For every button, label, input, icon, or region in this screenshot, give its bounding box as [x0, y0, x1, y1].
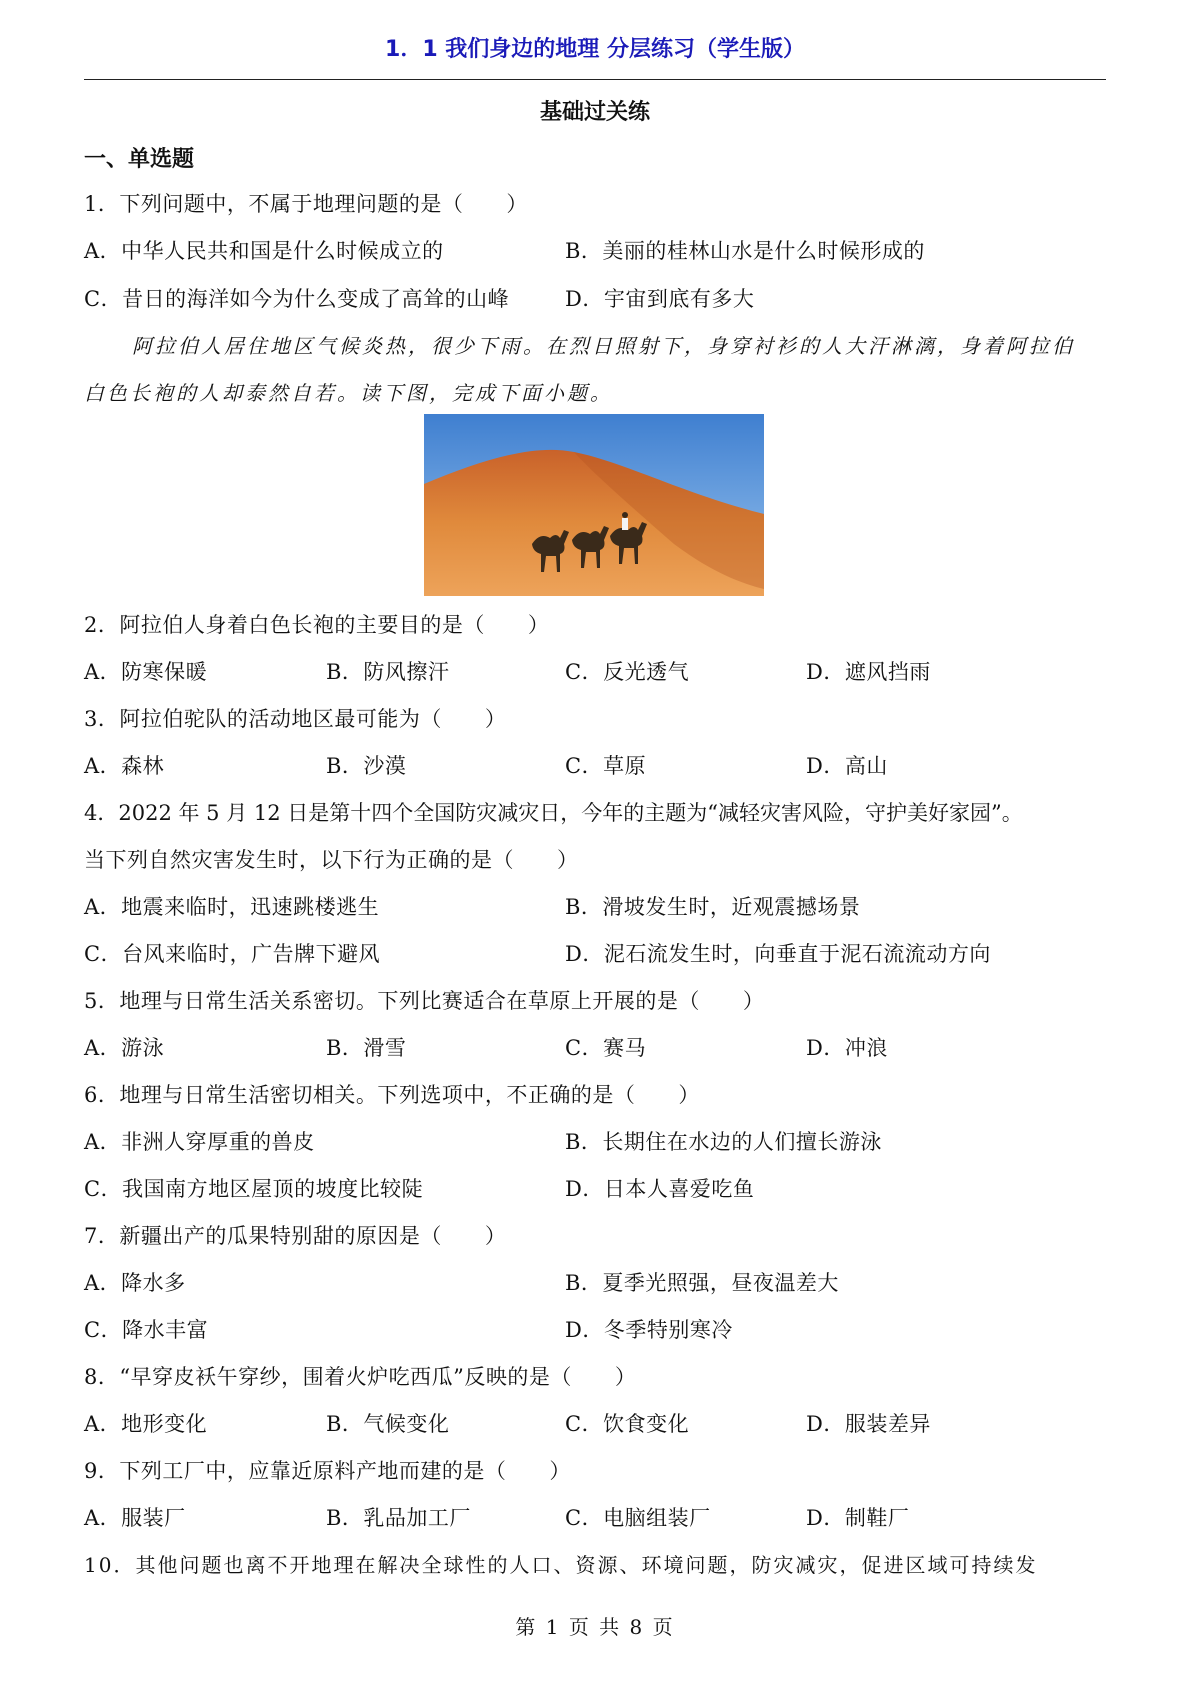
question-4-option-b: B．滑坡发生时，近观震撼场景: [565, 895, 861, 919]
question-2-option-d: D．遮风挡雨: [806, 660, 931, 684]
question-4-option-d: D．泥石流发生时，向垂直于泥石流流动方向: [565, 942, 991, 966]
question-4-option-a: A．地震来临时，迅速跳楼逃生: [84, 895, 380, 919]
question-1-stem: 1．下列问题中，不属于地理问题的是（ ）: [84, 192, 528, 216]
question-6-option-d: D．日本人喜爱吃鱼: [565, 1177, 755, 1201]
page-footer: 第 1 页 共 8 页: [515, 1615, 675, 1639]
question-9-option-b: B．乳品加工厂: [326, 1506, 471, 1530]
question-3-stem: 3．阿拉伯驼队的活动地区最可能为（ ）: [84, 707, 507, 731]
passage-line-2: 白色长袍的人却泰然自若。读下图，完成下面小题。: [84, 381, 613, 405]
question-1-option-a: A．中华人民共和国是什么时候成立的: [84, 239, 444, 263]
question-2-option-c: C．反光透气: [565, 660, 690, 684]
question-5-option-d: D．冲浪: [806, 1036, 888, 1060]
question-7-option-c: C．降水丰富: [84, 1318, 209, 1342]
question-2-stem: 2．阿拉伯人身着白色长袍的主要目的是（ ）: [84, 613, 550, 637]
question-5-option-b: B．滑雪: [326, 1036, 407, 1060]
question-7-option-d: D．冬季特别寒冷: [565, 1318, 733, 1342]
question-5-option-c: C．赛马: [565, 1036, 647, 1060]
question-4-stem-continued: 当下列自然灾害发生时，以下行为正确的是（ ）: [84, 848, 579, 872]
question-8-option-c: C．饮食变化: [565, 1412, 690, 1436]
question-8-stem: 8．“早穿皮袄午穿纱，围着火炉吃西瓜”反映的是（ ）: [84, 1365, 637, 1389]
question-4-stem: 4．2022 年 5 月 12 日是第十四个全国防灾减灾日，今年的主题为“减轻灾害风险，守护美好家园”。: [84, 801, 1023, 825]
question-6-stem: 6．地理与日常生活密切相关。下列选项中，不正确的是（ ）: [84, 1083, 700, 1107]
document-title: 1．1 我们身边的地理 分层练习（学生版）: [385, 37, 805, 62]
section-heading: 一、单选题: [84, 147, 195, 172]
question-1-option-d: D．宇宙到底有多大: [565, 287, 755, 311]
question-7-option-b: B．夏季光照强，昼夜温差大: [565, 1271, 839, 1295]
question-10-stem: 10．其他问题也离不开地理在解决全球性的人口、资源、环境问题，防灾减灾，促进区域可持续发: [84, 1553, 1038, 1577]
passage-line-1: 阿拉伯人居住地区气候炎热，很少下雨。在烈日照射下，身穿衬衫的人大汗淋漓，身着阿拉伯: [132, 334, 1075, 358]
question-9-option-c: C．电脑组装厂: [565, 1506, 711, 1530]
question-9-option-d: D．制鞋厂: [806, 1506, 910, 1530]
question-3-option-c: C．草原: [565, 754, 647, 778]
question-2-option-a: A．防寒保暖: [84, 660, 208, 684]
question-5-stem: 5．地理与日常生活关系密切。下列比赛适合在草原上开展的是（ ）: [84, 989, 765, 1013]
question-8-option-d: D．服装差异: [806, 1412, 931, 1436]
question-8-option-b: B．气候变化: [326, 1412, 450, 1436]
question-1-option-b: B．美丽的桂林山水是什么时候形成的: [565, 239, 925, 263]
question-7-stem: 7．新疆出产的瓜果特别甜的原因是（ ）: [84, 1224, 507, 1248]
desert-camel-photo: [424, 414, 764, 596]
question-3-option-d: D．高山: [806, 754, 888, 778]
question-9-option-a: A．服装厂: [84, 1506, 186, 1530]
section-subtitle: 基础过关练: [539, 100, 650, 125]
question-6-option-b: B．长期住在水边的人们擅长游泳: [565, 1130, 882, 1154]
question-4-option-c: C．台风来临时，广告牌下避风: [84, 942, 381, 966]
question-2-option-b: B．防风擦汗: [326, 660, 450, 684]
question-5-option-a: A．游泳: [84, 1036, 165, 1060]
question-9-stem: 9．下列工厂中，应靠近原料产地而建的是（ ）: [84, 1459, 571, 1483]
question-6-option-a: A．非洲人穿厚重的兽皮: [84, 1130, 315, 1154]
question-3-option-b: B．沙漠: [326, 754, 407, 778]
question-6-option-c: C．我国南方地区屋顶的坡度比较陡: [84, 1177, 424, 1201]
question-3-option-a: A．森林: [84, 754, 165, 778]
question-1-option-c: C．昔日的海洋如今为什么变成了高耸的山峰: [84, 287, 510, 311]
question-8-option-a: A．地形变化: [84, 1412, 208, 1436]
header-divider: [84, 79, 1106, 80]
question-7-option-a: A．降水多: [84, 1271, 186, 1295]
